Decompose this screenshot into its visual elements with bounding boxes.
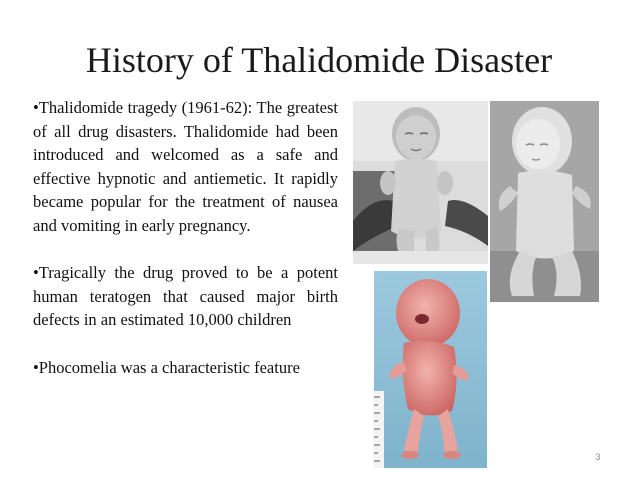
bullet-teratogen: •Tragically the drug proved to be a potent human teratogen that caused major birth defects in an estimated 10,000 children [33,263,338,330]
bullet-phocomelia: •Phocomelia was a characteristic feature [33,357,300,377]
bullet-tragedy: •Thalidomide tragedy (1961-62): The greatest of all drug disasters. Thalidomide had been introduced and welcomed as a safe and effective hypnotic and antiemetic. It rapidly became popular for the treatment of nausea and vomiting in early pregnancy. [33,98,338,235]
page-number: 3 [595,452,601,462]
bullet-list [33,96,338,379]
infant-photo-phocomelia [490,101,599,302]
slide-title: History of Thalidomide Disaster [85,40,553,80]
infant-photo-held [353,101,488,264]
fetus-photo [374,271,487,468]
